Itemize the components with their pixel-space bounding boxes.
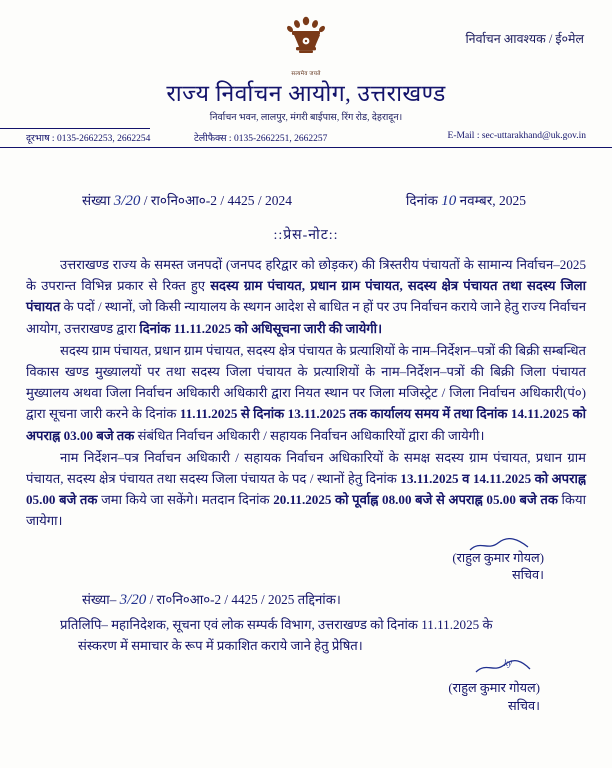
header-note: निर्वाचन आवश्यक / ई०मेल bbox=[465, 32, 584, 46]
letter-date bbox=[406, 191, 526, 210]
footer-number-rest: / रा०नि०आ०-2 / 4425 / 2025 तद्दिनांक। bbox=[149, 592, 341, 608]
paragraph-2: सदस्य ग्राम पंचायत, प्रधान ग्राम पंचायत, सदस्य क्षेत्र पंचायत के प्रत्याशियों के नाम–निर्देशन–पत्रों की बिक्री सम्बन्धित विकास खण्ड मुख्यालयों पर तथा सदस्य जिला पंचायत के प्रत्याशियों के नाम–निर्देशन–पत्रों की बिक्री जिला पंचायत मुख्यालय अथवा जिला निर्वाचन अधिकारी अधिकारी द्वारा नियत स्थान पर जिला मजिस्ट्रेट / जिला निर्वाचन अधिकारी(पं०) द्वारा सूचना जारी करने के दिनांक 11.11.2025 से दिनांक 13.11.2025 तक कार्यालय समय में तथा दिनांक 14.11.2025 को अपराह्न 03.00 बजे तक संबंधित निर्वाचन अधिकारी / सहायक निर्वाचन अधिकारियों द्वारा की जायेगी। bbox=[26, 342, 586, 443]
footer-signatory-designation: सचिव। bbox=[507, 698, 540, 713]
paragraph-3: नाम निर्देशन–पत्र निर्वाचन अधिकारी / सहायक निर्वाचन अधिकारियों के समक्ष सदस्य ग्राम पंचायत, प्रधान ग्राम पंचायत, सदस्य क्षेत्र पंचायत तथा सदस्य जिला पंचायत के पद / स्थानों हेतु दिनांक 13.11.2025 व 14.11.2025 को अपराह्न 05.00 बजे तक जमा किये जा सकेंगे। मतदान दिनांक 20.11.2025 को पूर्वाह्न 08.00 बजे से अपराह्न 05.00 बजे तक किया जायेगा। bbox=[26, 449, 586, 529]
body-text bbox=[26, 254, 586, 532]
signatory-name: (राहुल कुमार गोयल) bbox=[452, 550, 544, 565]
date-handwritten: 10 bbox=[441, 193, 457, 209]
header-divider-full bbox=[0, 147, 612, 148]
date-rest: नवम्बर, 2025 bbox=[459, 193, 526, 208]
date-label: दिनांक bbox=[405, 193, 438, 208]
signatory-designation: सचिव। bbox=[511, 567, 544, 582]
contact-row bbox=[26, 131, 586, 149]
organisation-address: निर्वाचन भवन, लालपुर, मंगरी बाईपास, रिंग रोड, देहरादून। bbox=[209, 113, 403, 123]
header-divider-left bbox=[0, 128, 150, 129]
page-title: ::प्रेस-नोट:: bbox=[273, 228, 339, 243]
number-rest: / रा०नि०आ०-2 / 4425 / 2024 bbox=[143, 193, 293, 208]
copy-line-2: संस्करण में समाचार के रूप में प्रकाशित कराये जाने हेतु प्रेषित। bbox=[78, 638, 363, 654]
number-date-row bbox=[26, 191, 586, 211]
emblem-motto: सत्यमेव जयते bbox=[291, 71, 321, 77]
number-label: संख्या bbox=[82, 193, 111, 208]
national-emblem-icon bbox=[276, 14, 336, 77]
footer-number-handwritten: 3/20 bbox=[119, 592, 147, 609]
footer-signature-scribble-icon bbox=[470, 659, 540, 678]
fax-text: टेलीफैक्स : 0135-2662251, 2662257 bbox=[194, 134, 328, 144]
copy-line-1: प्रतिलिपि– महानिदेशक, सूचना एवं लोक सम्पर्क विभाग, उत्तराखण्ड को दिनांक 11.11.2025 के bbox=[60, 617, 493, 633]
document-header bbox=[26, 10, 586, 80]
email-text: E-Mail : sec-uttarakhand@uk.gov.in bbox=[447, 131, 586, 141]
paragraph-1: उत्तराखण्ड राज्य के समस्त जनपदों (जनपद हरिद्वार को छोड़कर) की त्रिस्तरीय पंचायतों के सामान्य निर्वाचन–2025 के उपरान्त विभिन्न प्रकार से रिक्त हुए सदस्य ग्राम पंचायत, प्रधान ग्राम पंचायत, सदस्य क्षेत्र पंचायत तथा सदस्य जिला पंचायत के पदों / स्थानों, जो किसी न्यायालय के स्थगन आदेश से बाधित न हों पर उप निर्वाचन कराये जाने हेतु राज्य निर्वाचन आयोग, उत्तराखण्ड द्वारा दिनांक 11.11.2025 को अधिसूचना जारी की जायेगी। bbox=[26, 257, 586, 336]
letter-number bbox=[82, 191, 292, 210]
number-handwritten: 3/20 bbox=[113, 193, 141, 209]
footer-signatory-name: (राहुल कुमार गोयल) bbox=[448, 681, 540, 696]
svg-text:ky: ky bbox=[504, 659, 512, 669]
footer-signature-block bbox=[26, 659, 586, 715]
phone-text: दूरभाष : 0135-2662253, 2662254 bbox=[26, 134, 151, 144]
organisation-name: राज्य निर्वाचन आयोग, उत्तराखण्ड bbox=[166, 81, 446, 106]
footer-number bbox=[26, 590, 586, 609]
signature-block bbox=[26, 538, 586, 585]
footer-number-label: संख्या– bbox=[82, 592, 117, 608]
copy-to-block bbox=[26, 615, 586, 657]
